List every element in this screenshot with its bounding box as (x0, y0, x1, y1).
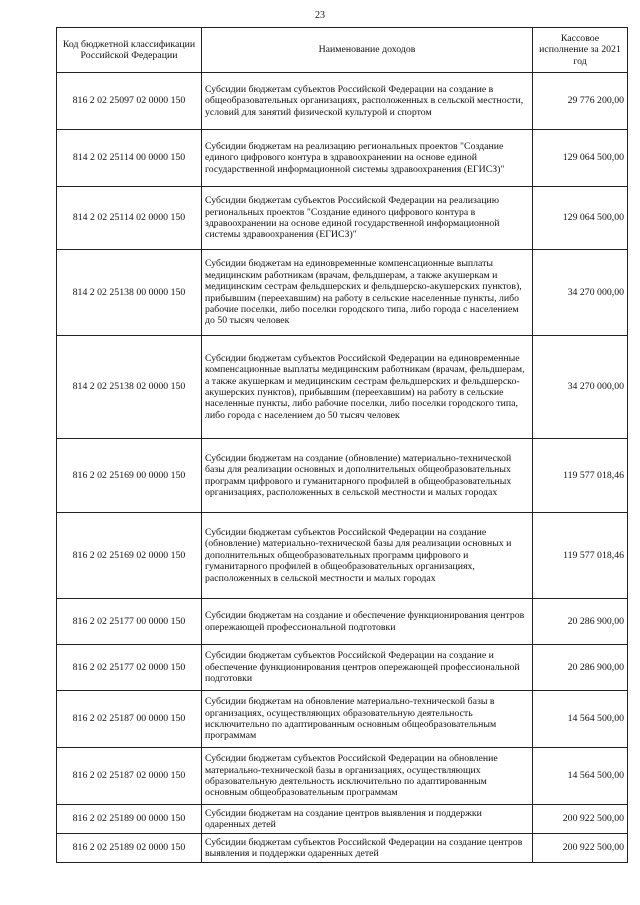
name-cell: Субсидии бюджетам на создание (обновление) материально-технической базы для реализации основных и дополнительных общеобразовательных программ цифрового и гуманитарного профилей в общеобразовательных организациях, расположенных в сельской местности и малых городах (202, 439, 533, 513)
name-cell: Субсидии бюджетам субъектов Российской Федерации на создание в общеобразовательных организациях, расположенных в сельской местности, условий для занятий физической культурой и спортом (202, 73, 533, 130)
table-row (57, 513, 628, 599)
table-row (57, 73, 628, 130)
amount-cell: 29 776 200,00 (533, 73, 628, 130)
name-cell: Субсидии бюджетам на реализацию региональных проектов "Создание единого цифрового контура в здравоохранении на основе единой государственной информационной системы здравоохранения (ЕГИСЗ)" (202, 130, 533, 187)
code-cell: 814 2 02 25138 00 0000 150 (57, 250, 202, 336)
name-cell: Субсидии бюджетам субъектов Российской Федерации на обновление материально-технической базы в организациях, осуществляющих образовательную деятельность исключительно по адаптированным основным общеобразовательным программам (202, 748, 533, 805)
table-row (57, 691, 628, 748)
header-name: Наименование доходов (202, 28, 533, 73)
amount-cell: 14 564 500,00 (533, 691, 628, 748)
amount-cell: 200 922 500,00 (533, 805, 628, 834)
name-cell: Субсидии бюджетам на обновление материально-технической базы в организациях, осуществляющих образовательную деятельность исключительно по адаптированным основным общеобразовательным программам (202, 691, 533, 748)
code-cell: 816 2 02 25187 00 0000 150 (57, 691, 202, 748)
table-body (57, 73, 628, 863)
amount-cell: 20 286 900,00 (533, 645, 628, 691)
table-row (57, 187, 628, 250)
code-cell: 816 2 02 25177 02 0000 150 (57, 645, 202, 691)
header-code: Код бюджетной классификации Российской Федерации (57, 28, 202, 73)
name-cell: Субсидии бюджетам субъектов Российской Федерации на создание и обеспечение функционирования центров опережающей профессиональной подготовки (202, 645, 533, 691)
amount-cell: 14 564 500,00 (533, 748, 628, 805)
table-row (57, 748, 628, 805)
code-cell: 816 2 02 25097 02 0000 150 (57, 73, 202, 130)
table-header-row (57, 28, 628, 73)
amount-cell: 200 922 500,00 (533, 834, 628, 863)
name-cell: Субсидии бюджетам на создание центров выявления и поддержки одаренных детей (202, 805, 533, 834)
table-row (57, 439, 628, 513)
amount-cell: 34 270 000,00 (533, 250, 628, 336)
code-cell: 816 2 02 25169 00 0000 150 (57, 439, 202, 513)
amount-cell: 129 064 500,00 (533, 130, 628, 187)
code-cell: 816 2 02 25189 00 0000 150 (57, 805, 202, 834)
table-row (57, 250, 628, 336)
amount-cell: 129 064 500,00 (533, 187, 628, 250)
table-row (57, 336, 628, 439)
revenue-table (56, 27, 628, 863)
code-cell: 816 2 02 25177 00 0000 150 (57, 599, 202, 645)
table-row (57, 834, 628, 863)
table-row (57, 645, 628, 691)
name-cell: Субсидии бюджетам на единовременные компенсационные выплаты медицинским работникам (врачам, фельдшерам, а также акушеркам и медицинским сестрам фельдшерских и фельдшерско-акушерских пунктов), прибывшим (переехавшим) на работу в сельские населенные пункты, либо рабочие поселки, либо поселки городского типа, либо города с населением до 50 тысяч человек (202, 250, 533, 336)
name-cell: Субсидии бюджетам субъектов Российской Федерации на единовременные компенсационные выплаты медицинским работникам (врачам, фельдшерам, а также акушеркам и медицинским сестрам фельдшерских и фельдшерско-акушерских пунктов), прибывшим (переехавшим) на работу в сельские населенные пункты, либо рабочие поселки, либо поселки городского типа, либо города с населением до 50 тысяч человек (202, 336, 533, 439)
amount-cell: 34 270 000,00 (533, 336, 628, 439)
name-cell: Субсидии бюджетам субъектов Российской Федерации на создание центров выявления и поддержки одаренных детей (202, 834, 533, 863)
table-row (57, 599, 628, 645)
code-cell: 814 2 02 25114 00 0000 150 (57, 130, 202, 187)
table-row (57, 805, 628, 834)
code-cell: 816 2 02 25189 02 0000 150 (57, 834, 202, 863)
amount-cell: 119 577 018,46 (533, 439, 628, 513)
header-amount: Кассовое исполнение за 2021 год (533, 28, 628, 73)
name-cell: Субсидии бюджетам на создание и обеспечение функционирования центров опережающей профессиональной подготовки (202, 599, 533, 645)
name-cell: Субсидии бюджетам субъектов Российской Федерации на реализацию региональных проектов "Создание единого цифрового контура в здравоохранении на основе единой государственной информационной системы здравоохранения (ЕГИСЗ)" (202, 187, 533, 250)
amount-cell: 119 577 018,46 (533, 513, 628, 599)
code-cell: 814 2 02 25138 02 0000 150 (57, 336, 202, 439)
table-row (57, 130, 628, 187)
amount-cell: 20 286 900,00 (533, 599, 628, 645)
code-cell: 816 2 02 25187 02 0000 150 (57, 748, 202, 805)
page-number: 23 (315, 10, 325, 21)
name-cell: Субсидии бюджетам субъектов Российской Федерации на создание (обновление) материально-технической базы для реализации основных и дополнительных общеобразовательных программ цифрового и гуманитарного профилей в общеобразовательных организациях, расположенных в сельской местности и малых городах (202, 513, 533, 599)
code-cell: 816 2 02 25169 02 0000 150 (57, 513, 202, 599)
code-cell: 814 2 02 25114 02 0000 150 (57, 187, 202, 250)
